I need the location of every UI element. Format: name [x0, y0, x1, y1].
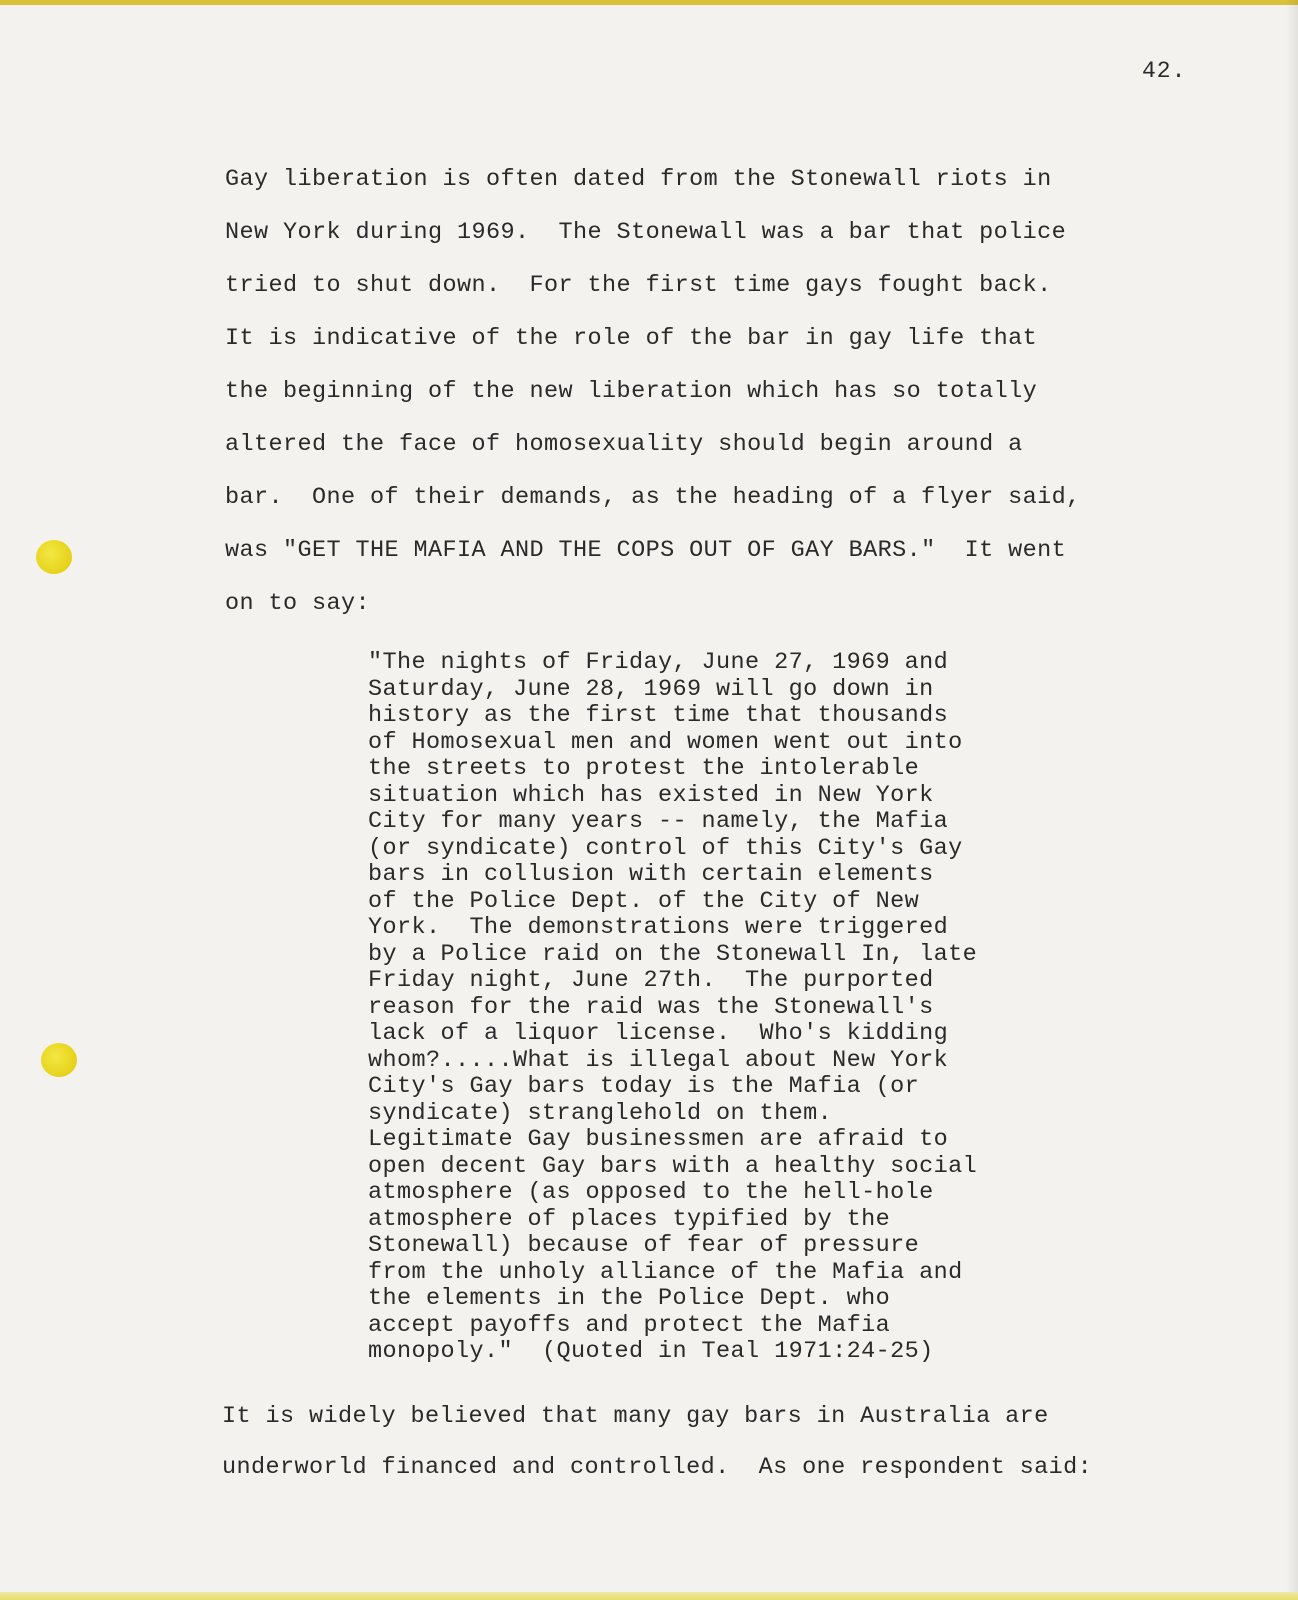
text-line: on to say:	[225, 590, 371, 617]
text-line: Gay liberation is often dated from the Stonewall riots in	[225, 166, 1052, 193]
quote-line: City for many years -- namely, the Mafia	[368, 808, 949, 835]
quote-line: Stonewall) because of fear of pressure	[368, 1232, 920, 1259]
punch-hole	[41, 1043, 77, 1077]
right-edge-shadow	[1286, 0, 1298, 1600]
quote-line: "The nights of Friday, June 27, 1969 and	[368, 649, 949, 676]
text-line: underworld financed and controlled. As one respondent said:	[222, 1454, 1093, 1481]
quote-line: the elements in the Police Dept. who	[368, 1285, 891, 1312]
quote-line: monopoly." (Quoted in Teal 1971:24-25)	[368, 1338, 934, 1365]
quote-line: the streets to protest the intolerable	[368, 755, 920, 782]
text-line: tried to shut down. For the first time gays fought back.	[225, 272, 1052, 299]
quote-line: Saturday, June 28, 1969 will go down in	[368, 675, 934, 703]
text-line: bar. One of their demands, as the heading of a flyer said,	[225, 484, 1081, 511]
quote-line: City's Gay bars today is the Mafia (or	[368, 1073, 920, 1100]
quote-line: Legitimate Gay businessmen are afraid to	[368, 1126, 949, 1153]
quote-line: lack of a liquor license. Who's kidding	[368, 1020, 949, 1047]
paragraph-1	[225, 153, 1225, 630]
quote-line: history as the first time that thousands	[368, 702, 949, 729]
quote-line: from the unholy alliance of the Mafia and	[368, 1258, 963, 1286]
quote-line: of the Police Dept. of the City of New	[368, 887, 920, 915]
text-line: It is widely believed that many gay bars in Australia are	[222, 1403, 1049, 1430]
bottom-edge	[0, 1592, 1298, 1600]
page-number: 42.	[1142, 58, 1187, 84]
text-line: the beginning of the new liberation which has so totally	[225, 378, 1038, 405]
text-line: It is indicative of the role of the bar in gay life that	[225, 325, 1038, 352]
quote-line: reason for the raid was the Stonewall's	[368, 993, 934, 1021]
punch-hole	[36, 540, 72, 574]
text-line: altered the face of homosexuality should begin around a	[225, 431, 1023, 458]
quote-line: atmosphere of places typified by the	[368, 1205, 891, 1233]
quote-line: accept payoffs and protect the Mafia	[368, 1311, 891, 1339]
quote-line: situation which has existed in New York	[368, 781, 934, 809]
paragraph-2	[222, 1391, 1222, 1493]
quote-line: of Homosexual men and women went out into	[368, 728, 963, 756]
top-edge	[0, 0, 1298, 5]
quote-line: whom?.....What is illegal about New York	[368, 1046, 949, 1074]
quote-line: Friday night, June 27th. The purported	[368, 967, 934, 994]
quote-line: open decent Gay bars with a healthy social	[368, 1152, 978, 1180]
text-line: New York during 1969. The Stonewall was a bar that police	[225, 219, 1067, 246]
block-quote	[368, 650, 1068, 1366]
quote-line: atmosphere (as opposed to the hell-hole	[368, 1179, 934, 1206]
quote-line: by a Police raid on the Stonewall In, late	[368, 940, 978, 968]
quote-line: York. The demonstrations were triggered	[368, 914, 949, 941]
quote-line: (or syndicate) control of this City's Gay	[368, 834, 963, 862]
quote-line: syndicate) stranglehold on them.	[368, 1099, 833, 1127]
quote-line: bars in collusion with certain elements	[368, 861, 934, 888]
text-line: was "GET THE MAFIA AND THE COPS OUT OF GAY BARS." It went	[225, 537, 1067, 564]
